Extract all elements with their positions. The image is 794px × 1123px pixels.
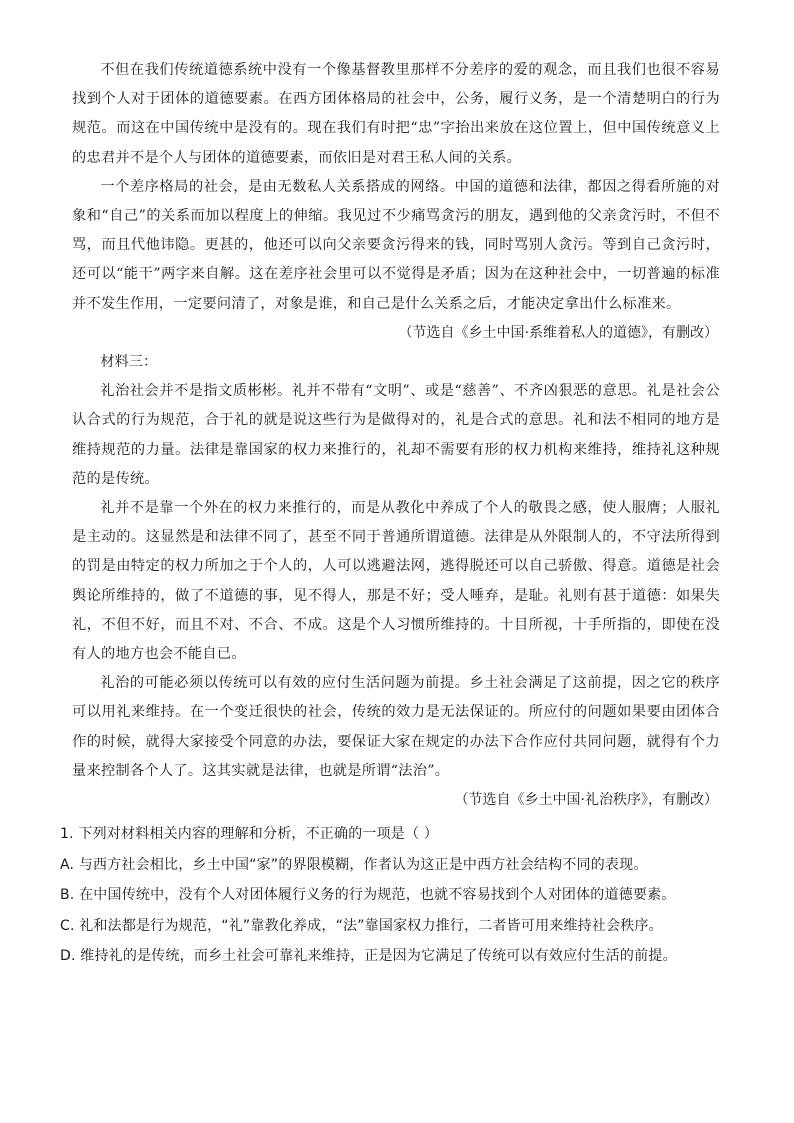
paragraph: 礼并不是靠一个外在的权力来推行的，而是从教化中养成了个人的敬畏之感，使人服膺；人服礼是主动的。这显然是和法律不同了，甚至不同于普通所谓道德。法律是从外限制人的，不守法所得到的罚是由特定的权力所加之于个人的，人可以逃避法网，逃得脱还可以自己骄傲、得意。道德是社会舆论所维持的，做了不道德的事，见不得人，那是不好；受人唾弃，是耻。礼则有甚于道德：如果失礼，不但不好，而且不对、不合、不成。这是个人习惯所维持的。十目所视，十手所指的，即使在没有人的地方也会不能自已。 <box>72 500 720 663</box>
question-block <box>60 819 720 972</box>
option-b: B. 在中国传统中，没有个人对团体履行义务的行为规范，也就不容易找到个人对团体的道德要素。 <box>60 887 676 904</box>
paragraph: 不但在我们传统道德系统中没有一个像基督教里那样不分差序的爱的观念，而且我们也很不容易找到个人对于团体的道德要素。在西方团体格局的社会中，公务，履行义务，是一个清楚明白的行为规范。而这在中国传统中是没有的。现在我们有时把“忠”字抬出来放在这位置上，但中国传统意义上的忠君并不是个人与团体的道德要素，而依旧是对君王私人间的关系。 <box>72 62 720 166</box>
option-c: C. 礼和法都是行为规范，“礼”靠教化养成，“法”靠国家权力推行，二者皆可用来维持社会秩序。 <box>60 917 663 934</box>
option-a: A. 与西方社会相比，乡土中国“家”的界限模糊，作者认为这正是中西方社会结构不同的表现。 <box>60 856 648 873</box>
material-label: 材料三： <box>100 354 158 371</box>
source-citation: （节选自《乡土中国·礼治秩序》，有删改） <box>454 792 718 809</box>
paragraph: 一个差序格局的社会，是由无数私人关系搭成的网络。中国的道德和法律，都因之得看所施的对象和“自己”的关系而加以程度上的伸缩。我见过不少痛骂贪污的朋友，遇到他的父亲贪污时，不但不骂，而且代他讳隐。更甚的，他还可以向父亲要贪污得来的钱，同时骂别人贪污。等到自己贪污时，还可以“能干”两字来自解。这在差序社会里可以不觉得是矛盾；因为在这种社会中，一切普遍的标准并不发生作用，一定要问清了，对象是谁，和自己是什么关系之后，才能决定拿出什么标准来。 <box>72 178 720 312</box>
source-citation: （节选自《乡土中国·系维着私人的道德》，有删改） <box>398 324 718 341</box>
question-stem: 1. 下列对材料相关内容的理解和分析，不正确的一项是（ ） <box>60 826 439 843</box>
material-three <box>72 377 720 786</box>
option-d: D. 维持礼的是传统，而乡土社会可靠礼来维持，正是因为它满足了传统可以有效应付生活的前提。 <box>60 948 677 965</box>
passage-two <box>72 56 720 319</box>
paragraph: 礼治社会并不是指文质彬彬。礼并不带有“文明”、或是“慈善”、不齐凶狠恶的意思。礼是社会公认合式的行为规范，合于礼的就是说这些行为是做得对的，礼是合式的意思。礼和法不相同的地方是维持规范的力量。法律是靠国家的权力来推行的，礼却不需要有形的权力机构来维持，维持礼这种规范的是传统。 <box>72 383 720 487</box>
paragraph: 礼治的可能必须以传统可以有效的应付生活问题为前提。乡土社会满足了这前提，因之它的秩序可以用礼来维持。在一个变迁很快的社会，传统的效力是无法保证的。所应付的问题如果要由团体合作的时候，就得大家接受个同意的办法，要保证大家在规定的办法下合作应付共同问题，就得有个力量来控制各个人了。这其实就是法律，也就是所谓“法治”。 <box>72 675 720 779</box>
